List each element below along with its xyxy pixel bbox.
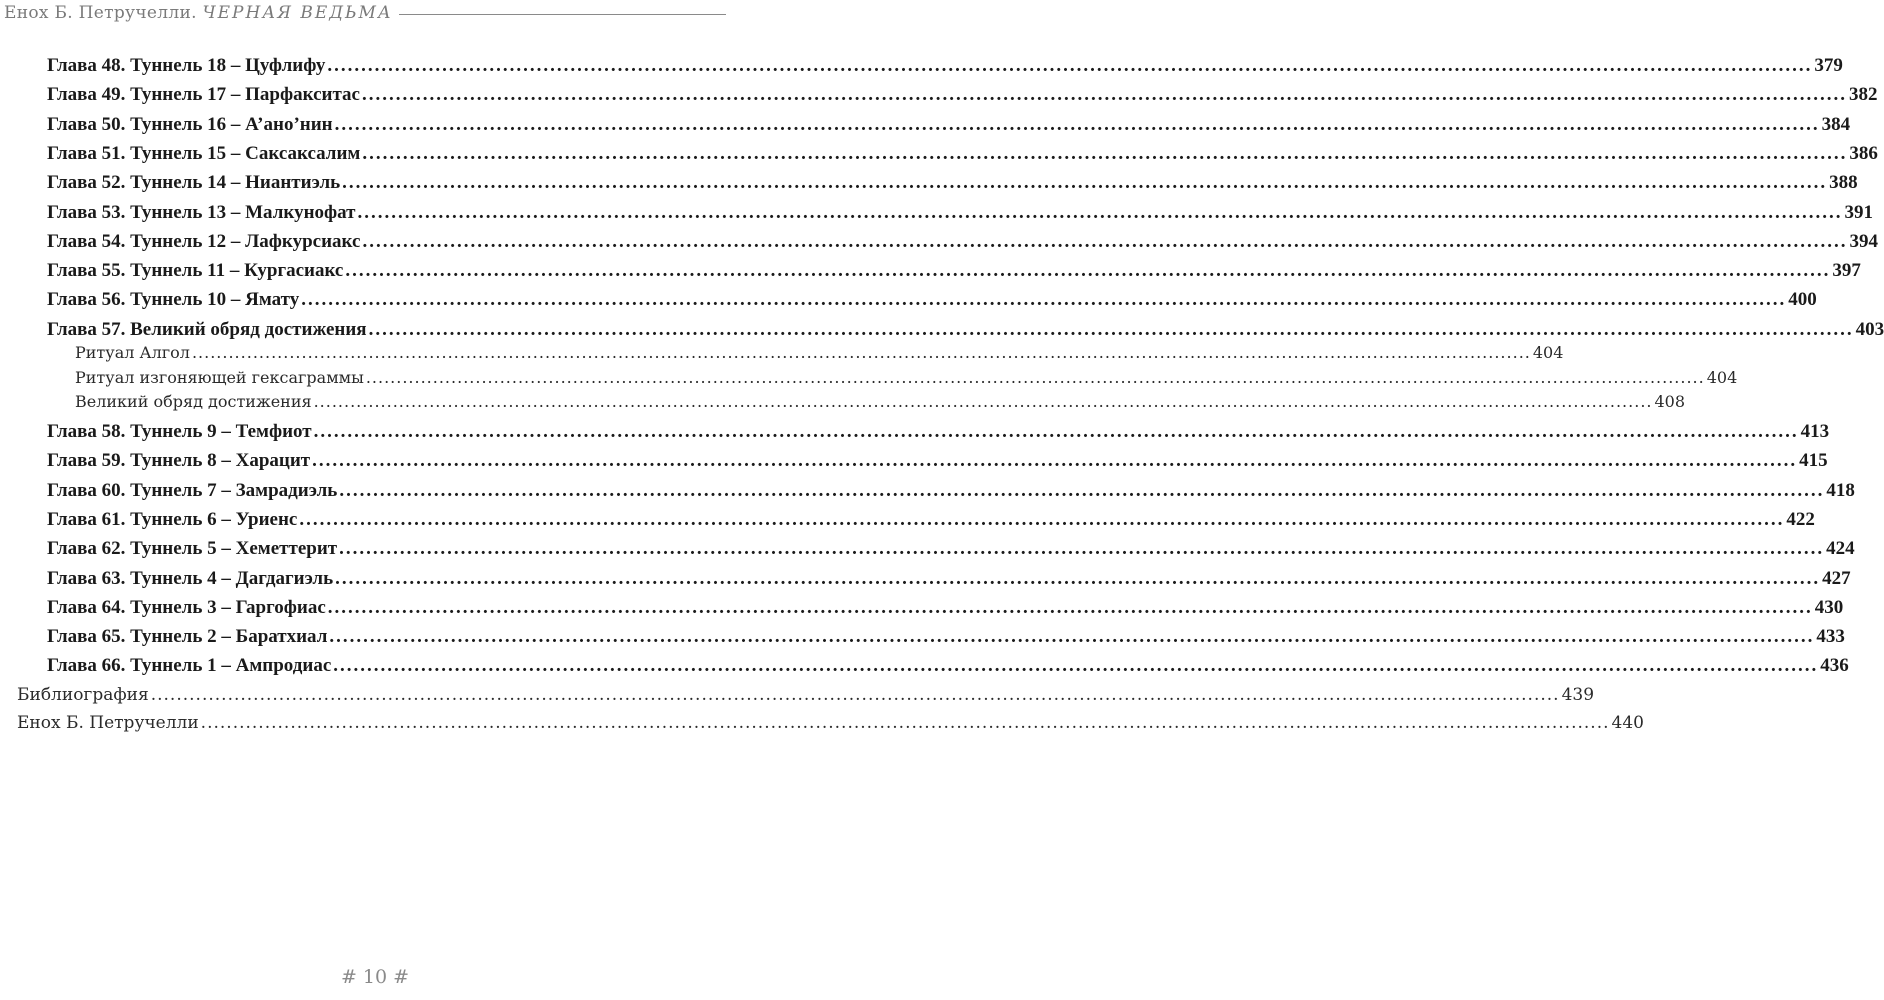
toc-entry — [47, 508, 1815, 531]
toc-entry-page: 415 — [1799, 450, 1828, 472]
toc-entry — [47, 479, 1855, 502]
toc-leader-dots: ............................................................................................................................................................................................................................ — [339, 538, 1825, 560]
toc-entry — [47, 230, 1878, 253]
toc-leader-dots: ............................................................................................................................................................................................................................ — [191, 343, 1531, 362]
header-rule — [399, 14, 726, 15]
toc-entry-title: Ритуал изгоняющей гексаграммы — [75, 367, 364, 387]
toc-entry-title: Ритуал Алгол — [75, 343, 190, 362]
header-author: Енох Б. Петручелли. — [4, 3, 197, 23]
toc-entry-title: Глава 58. Туннель 9 – Темфиот — [47, 421, 312, 442]
toc-leader-dots: ............................................................................................................................................................................................................................ — [312, 450, 1798, 472]
toc-entry-page: 427 — [1822, 567, 1851, 589]
toc-entry-title: Глава 61. Туннель 6 – Уриенс — [47, 508, 298, 530]
toc-leader-dots: ............................................................................................................................................................................................................................ — [362, 142, 1848, 164]
toc-entry-page: 379 — [1814, 55, 1843, 76]
toc-entry-page: 386 — [1849, 142, 1878, 164]
toc-entry-title: Глава 52. Туннель 14 – Ниантиэль — [47, 172, 341, 194]
toc-entry — [47, 318, 1884, 341]
toc-leader-dots: ............................................................................................................................................................................................................................ — [327, 596, 1813, 618]
toc-entry — [47, 84, 1878, 106]
toc-entry-page: 418 — [1826, 479, 1855, 501]
toc-entry-page: 408 — [1654, 392, 1686, 411]
toc-entry — [47, 567, 1851, 590]
toc-entry-page: 413 — [1800, 421, 1830, 442]
toc-leader-dots: ............................................................................................................................................................................................................................ — [362, 230, 1848, 252]
page-number: # 10 # — [340, 966, 410, 988]
toc-entry-title: Глава 48. Туннель 18 – Цуфлифу — [47, 55, 326, 76]
toc-entry-page: 424 — [1826, 538, 1855, 560]
toc-leader-dots: ............................................................................................................................................................................................................................ — [357, 201, 1843, 223]
toc-entry-title: Глава 65. Туннель 2 – Баратхиал — [47, 626, 328, 648]
toc-entry — [47, 596, 1844, 619]
toc-entry-title: Глава 49. Туннель 17 – Парфакситас — [47, 84, 360, 106]
toc-leader-dots: ............................................................................................................................................................................................................................ — [334, 113, 1820, 135]
toc-entry-page: 436 — [1820, 655, 1849, 677]
toc-entry — [47, 289, 1817, 311]
toc-entry — [47, 450, 1828, 472]
toc-entry-title: Глава 53. Туннель 13 – Малкунофат — [47, 201, 356, 223]
toc-entry-title: Глава 54. Туннель 12 – Лафкурсиакс — [47, 230, 361, 252]
toc-entry — [47, 55, 1843, 77]
toc-entry-title: Глава 50. Туннель 16 – А’ано’нин — [47, 113, 333, 135]
toc-entry — [75, 343, 1564, 362]
toc-leader-dots: ............................................................................................................................................................................................................................ — [313, 421, 1799, 442]
toc-entry-title: Глава 56. Туннель 10 – Ямату — [47, 289, 300, 311]
toc-leader-dots: ............................................................................................................................................................................................................................ — [329, 626, 1815, 648]
header-book-title: ЧЕРНАЯ ВЕДЬМА — [202, 3, 393, 23]
toc-entry — [47, 421, 1830, 443]
toc-leader-dots: ............................................................................................................................................................................................................................ — [313, 392, 1653, 411]
toc-entry-title: Глава 63. Туннель 4 – Дагдагиэль — [47, 567, 334, 589]
toc-entry-title: Глава 55. Туннель 11 – Кургасиакс — [47, 260, 344, 282]
toc-entry — [47, 172, 1858, 194]
toc-entry — [47, 538, 1855, 560]
toc-leader-dots: ............................................................................................................................................................................................................................ — [333, 655, 1819, 677]
toc-entry — [47, 201, 1873, 224]
toc-entry-page: 440 — [1611, 713, 1644, 733]
toc-entry-page: 382 — [1848, 84, 1878, 106]
toc-entry — [75, 392, 1686, 411]
toc-entry-title: Енох Б. Петручелли — [17, 713, 199, 733]
toc-entry — [47, 113, 1851, 136]
toc-entry — [47, 626, 1845, 648]
toc-entry-page: 400 — [1788, 289, 1817, 311]
toc-entry-page: 384 — [1821, 113, 1851, 135]
toc-entry-title: Глава 62. Туннель 5 – Хеметтерит — [47, 538, 338, 560]
header-text — [4, 3, 399, 23]
toc-leader-dots: ............................................................................................................................................................................................................................ — [345, 260, 1831, 282]
toc-entry-title: Глава 57. Великий обряд достижения — [47, 318, 367, 340]
toc-entry-page: 394 — [1849, 230, 1878, 252]
toc-leader-dots: ............................................................................................................................................................................................................................ — [200, 713, 1610, 733]
toc-entry-title: Великий обряд достижения — [75, 392, 312, 411]
toc-entry-title: Библиография — [17, 685, 149, 705]
toc-leader-dots: ............................................................................................................................................................................................................................ — [339, 479, 1825, 501]
toc-entry-page: 403 — [1855, 318, 1884, 340]
toc-entry-page: 433 — [1816, 626, 1845, 648]
toc-leader-dots: ............................................................................................................................................................................................................................ — [335, 567, 1821, 589]
toc-entry — [47, 260, 1861, 282]
toc-leader-dots: ............................................................................................................................................................................................................................ — [368, 318, 1854, 340]
toc-entry — [17, 685, 1595, 705]
toc-entry-page: 430 — [1814, 596, 1844, 618]
toc-leader-dots: ............................................................................................................................................................................................................................ — [299, 508, 1785, 530]
toc-leader-dots: ............................................................................................................................................................................................................................ — [327, 55, 1813, 76]
toc-entry-page: 388 — [1829, 172, 1858, 194]
toc-entry — [75, 367, 1738, 387]
toc-entry-title: Глава 64. Туннель 3 – Гаргофиас — [47, 596, 326, 618]
toc-entry-title: Глава 51. Туннель 15 – Саксаксалим — [47, 142, 361, 164]
toc-entry-title: Глава 60. Туннель 7 – Замрадиэль — [47, 479, 338, 501]
toc-entry-page: 404 — [1532, 343, 1564, 362]
toc-leader-dots: ............................................................................................................................................................................................................................ — [342, 172, 1828, 194]
toc-entry — [17, 713, 1644, 733]
toc-entry — [47, 142, 1878, 165]
toc-entry-page: 391 — [1844, 201, 1873, 223]
toc-leader-dots: ............................................................................................................................................................................................................................ — [365, 367, 1705, 387]
running-header — [4, 0, 726, 26]
toc-leader-dots: ............................................................................................................................................................................................................................ — [361, 84, 1847, 106]
toc-leader-dots: ............................................................................................................................................................................................................................ — [150, 685, 1560, 705]
toc-entry-title: Глава 66. Туннель 1 – Ампродиас — [47, 655, 332, 677]
toc-entry-page: 397 — [1832, 260, 1861, 282]
toc-entry-page: 404 — [1706, 367, 1738, 387]
toc-entry-page: 422 — [1786, 508, 1815, 530]
toc-entry-page: 439 — [1561, 685, 1595, 705]
toc-leader-dots: ............................................................................................................................................................................................................................ — [301, 289, 1787, 311]
toc-entry-title: Глава 59. Туннель 8 – Харацит — [47, 450, 311, 472]
toc-entry — [47, 655, 1849, 677]
